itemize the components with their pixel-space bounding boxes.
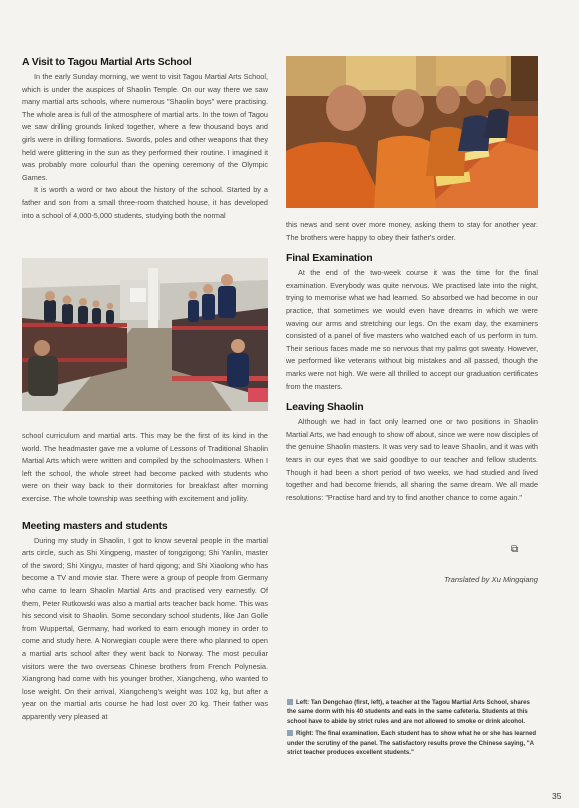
paragraph-meeting-1: During my study in Shaolin, I got to know several people in the martial arts circle, such as Shi Xingpeng, master of tongzigong; Shi Yanlin, master of the sword; Shi Xingyu, master of hard qigong; and Shi Xiaolong who has become a TV and movie star. There were a group of people from Germany who came to learn Shaolin Martial Arts and practised very earnestly. Of them, Peter Rutkowski was also a martial arts teacher back home. This was his second visit to Shaolin. Some secondary school students, like Jan Golle from Wuppertal, Germany, had worked to earn enough money in order to come and study here. A Norwegian couple were there who planned to open a martial arts school after they went back to Norway. The most peculiar visitors were the two overseas Chinese brothers from French Polynesia. Xiangrong had come with his younger brother, Xiangcheng, who wanted to lose weight. On their arrival, Xiangcheng's weight was 102 kg, but after a year on the martial arts course he had lost over 20 kg. Their father was apparently very pleased at [22,535,268,721]
caption-left-text: Left: Tan Dengchao (first, left), a teacher at the Tagou Martial Arts School, shares the same dorm with his 40 students and eats in the same cafeteria. Students at this school have to abide by strict rules and are not allowed to smoke or drink alcohol. [287,699,530,725]
paragraph-visit-2: It is worth a word or two about the history of the school. Started by a father and son from a small three-room thatched house, it has developed into a school of 4,000-5,000 students, studying both the normal [22,185,268,220]
paragraph-meeting-1-continued: this news and sent over more money, asking them to stay for another year. The brothers were happy to obey their father's order. [286,220,538,242]
paragraph-visit-1: In the early Sunday morning, we went to visit Tagou Martial Arts School, which is under the auspices of Shaolin Temple. On our way there we saw many martial arts schools, where numerous "Shaolin boys" were practising. The whole area is full of the atmosphere of martial arts. In the town of Tagou we saw drilling grounds linked together, where a few thousand boys and girls were in drilling formations. Swords, poles and other weapons that they held were glittering in the sun as they performed their routine. I imagined it was probably more colourful than the opening ceremony of the Olympic Games. [22,72,268,182]
section-title-final-examination: Final Examination [286,252,373,265]
paragraph-visit-2-continued: school curriculum and martial arts. This may be the first of its kind in the world. The headmaster gave me a volume of Lessons of Traditional Shaolin Martial Arts which were written and compiled by the schoolmasters. When I left the school, the whole street had become packed with students who were on their way back to their dormitories for breakfast after morning exercise. The whole township was seething with excitement and jollity. [22,431,268,503]
caption-left [287,698,537,726]
caption-right [287,729,537,757]
caption-right-text: Right: The final examination. Each student has to show what he or she has learned under the scrutiny of the panel. The satisfactory results prove the Chinese saying, "A strict teacher produces excellent students." [287,730,537,757]
caption-square-icon [287,730,293,736]
paragraph-leaving-shaolin: Although we had in fact only learned one or two positions in Shaolin Martial Arts, we had enough to show off about, since we were now disciples of the genuine Shaolin masters. It was very sad to leave Shaolin, and it was with tears in our eyes that we said goodbye to our teacher and fellow students. Though it had been a short period of two weeks, we had studied and lived together and had become friends, all sharing the same dream. We all made resolutions: "Practise hard and try to find another chance to come again." [286,417,538,502]
photo-captions [287,698,537,760]
page-number: 35 [552,791,562,801]
photo-examination [286,56,538,208]
right-column [286,219,538,504]
left-column [22,56,268,222]
section-title-meeting: Meeting masters and students [22,519,168,532]
section-title-visit: A Visit to Tagou Martial Arts School [22,56,192,68]
left-column-lower [22,430,268,723]
translator-credit: Translated by Xu Mingqiang [444,575,538,584]
caption-square-icon [287,699,293,705]
end-mark-icon: ⧉ [511,544,519,555]
paragraph-final-examination: At the end of the two-week course it was the time for the final examination. Everybody was quite nervous. We practised late into the night, trying to memorise what we had learned. So absorbed we had become in our practice, that sometimes we would even have dreams in which we were waving our arms and stretching our legs. On the exam day, the examiners consisted of a panel of five masters who watched each of us perform in turn. Their serious faces made me so nervous that my palms got sweaty. However, we performed like veterans without big mistakes and all passed, though the marks were not high. We were all thrilled to accept our graduation certificates from the masters. [286,268,538,391]
section-title-leaving-shaolin: Leaving Shaolin [286,401,364,414]
photo-dormitory [22,258,268,411]
